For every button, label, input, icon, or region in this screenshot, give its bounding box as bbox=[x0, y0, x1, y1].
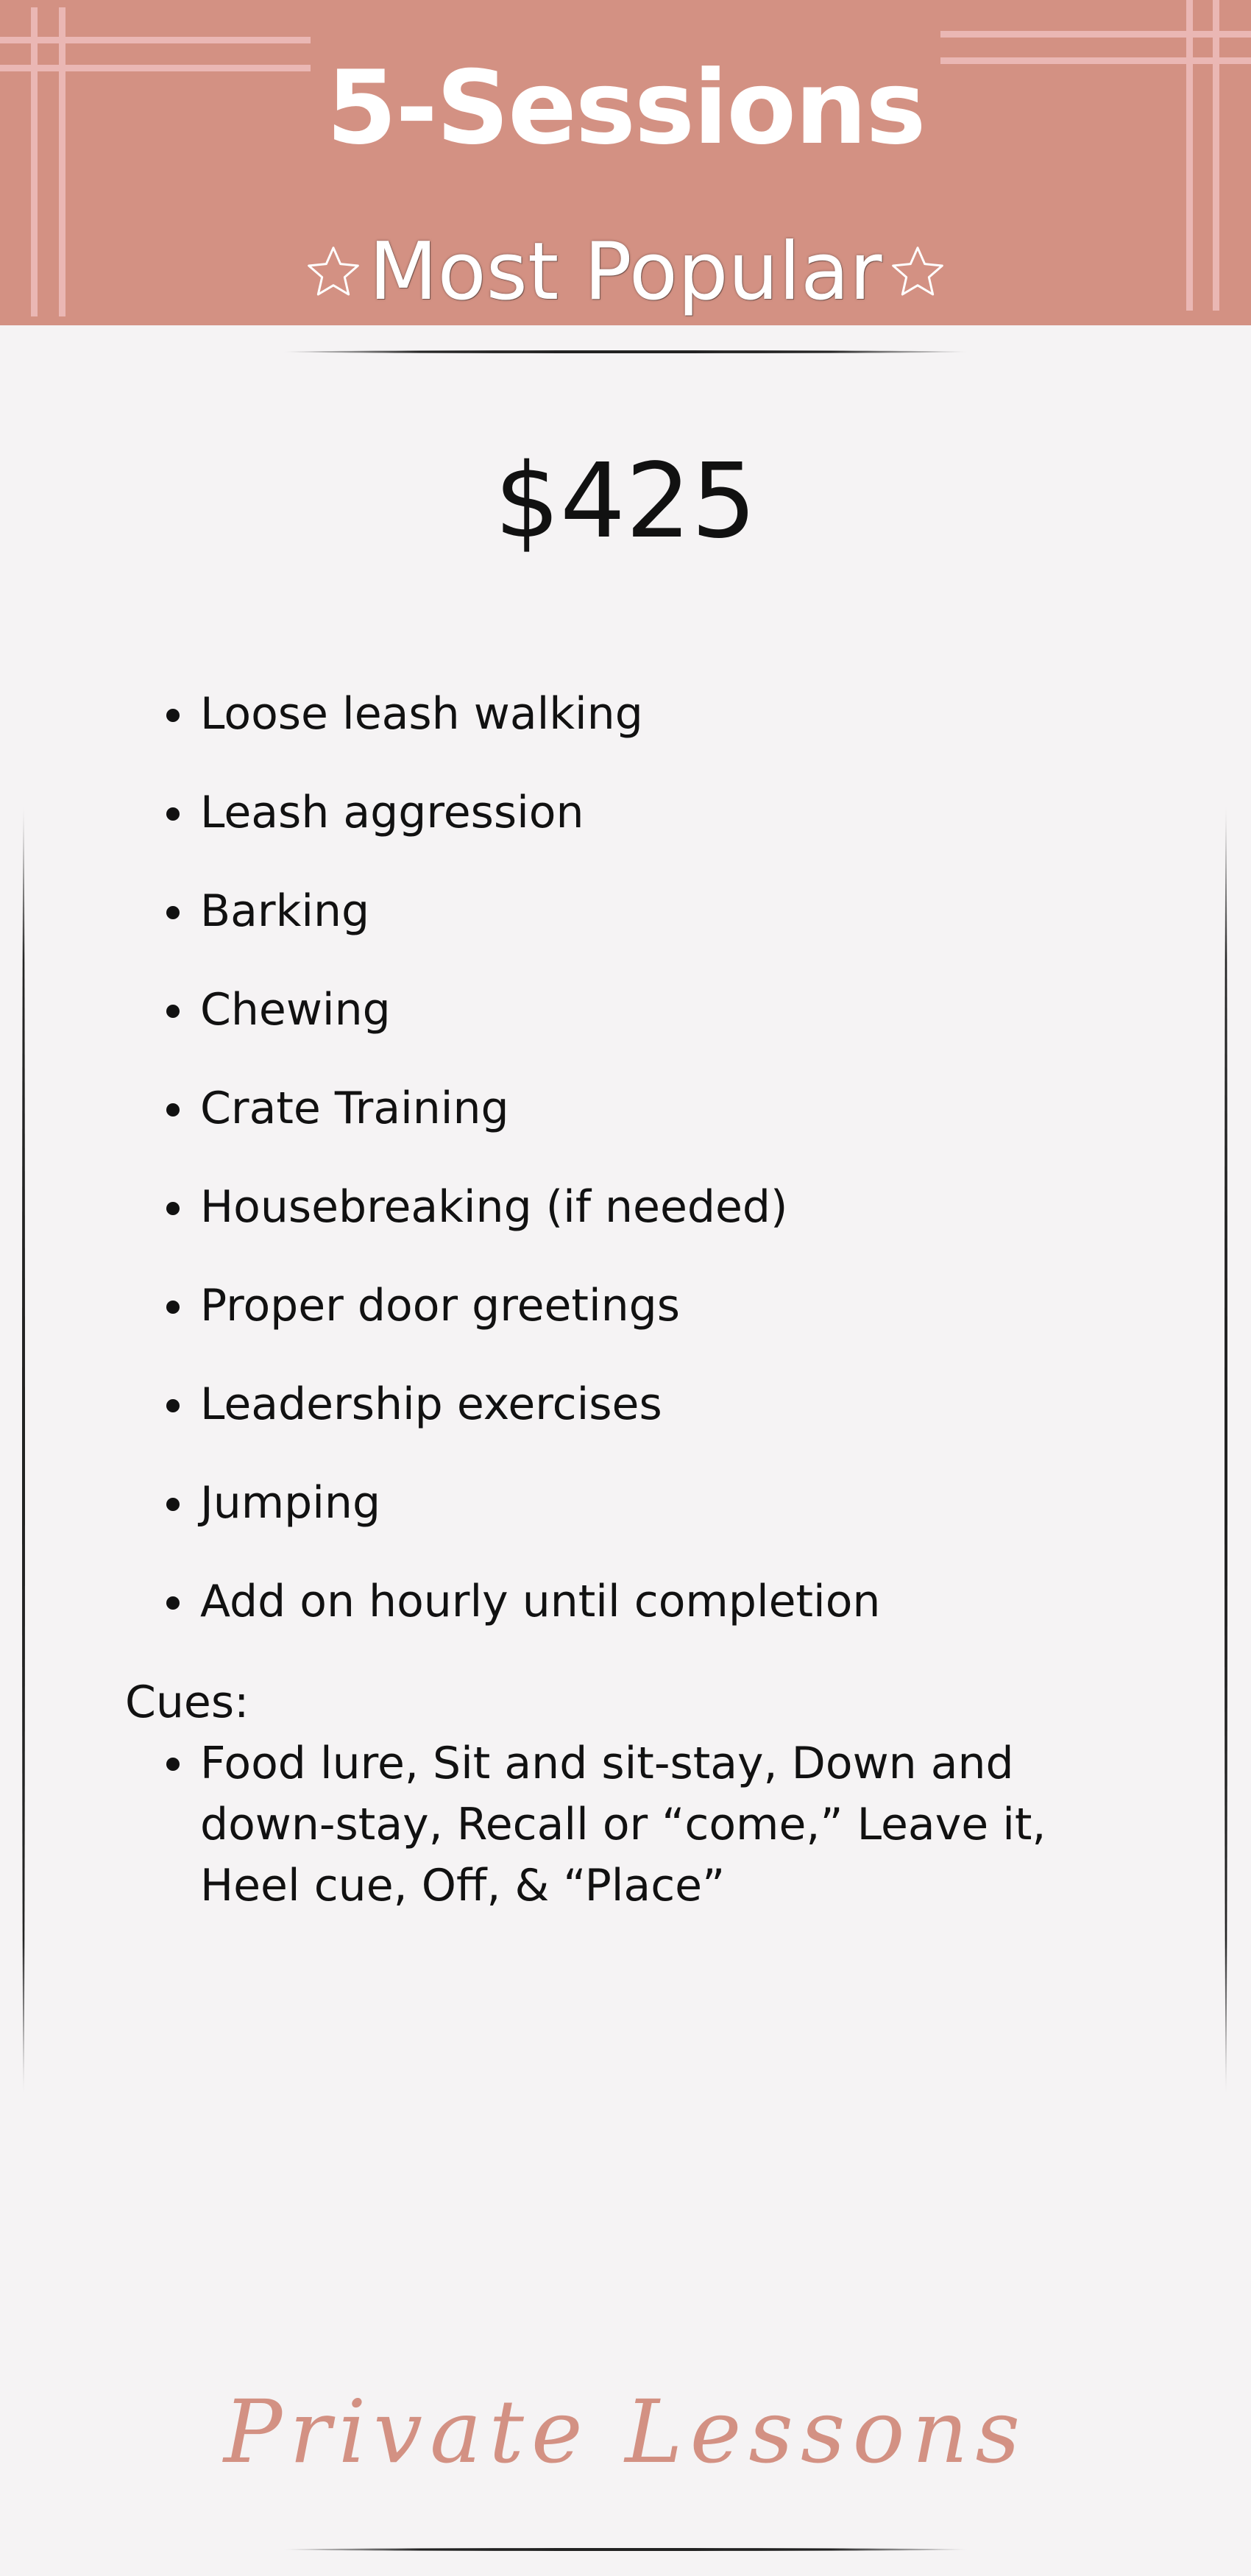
cues-list bbox=[125, 1733, 1155, 1917]
list-item: Crate Training bbox=[125, 1079, 1141, 1178]
price: $425 bbox=[494, 442, 757, 562]
list-item: Chewing bbox=[125, 980, 1141, 1079]
star-outline-icon bbox=[888, 243, 947, 302]
corner-decoration-line bbox=[0, 37, 311, 43]
star-outline-icon bbox=[304, 243, 363, 302]
footer-title: Private Lessons bbox=[223, 2381, 1028, 2483]
list-item: Housebreaking (if needed) bbox=[125, 1178, 1141, 1276]
right-border-line bbox=[1225, 806, 1227, 2094]
list-item: Leadership exercises bbox=[125, 1375, 1141, 1473]
top-divider bbox=[283, 350, 968, 353]
list-item: Jumping bbox=[125, 1473, 1141, 1572]
list-item: Barking bbox=[125, 882, 1141, 980]
cues-label: Cues: bbox=[125, 1677, 249, 1728]
left-border-line bbox=[22, 806, 25, 2094]
list-item: Leash aggression bbox=[125, 783, 1141, 882]
list-item: Proper door greetings bbox=[125, 1276, 1141, 1375]
bottom-divider bbox=[283, 2548, 968, 2551]
list-item: Food lure, Sit and sit-stay, Down and down-stay, Recall or “come,” Leave it, Heel cue, Off, & “Place” bbox=[125, 1733, 1155, 1917]
subtitle: Most Popular bbox=[369, 226, 882, 318]
corner-decoration-line bbox=[940, 31, 1251, 38]
feature-list bbox=[125, 684, 1141, 1671]
page-title: 5-Sessions bbox=[326, 49, 925, 167]
list-item: Add on hourly until completion bbox=[125, 1572, 1141, 1671]
subtitle-row bbox=[0, 221, 1251, 324]
list-item: Loose leash walking bbox=[125, 684, 1141, 783]
header-banner bbox=[0, 0, 1251, 325]
